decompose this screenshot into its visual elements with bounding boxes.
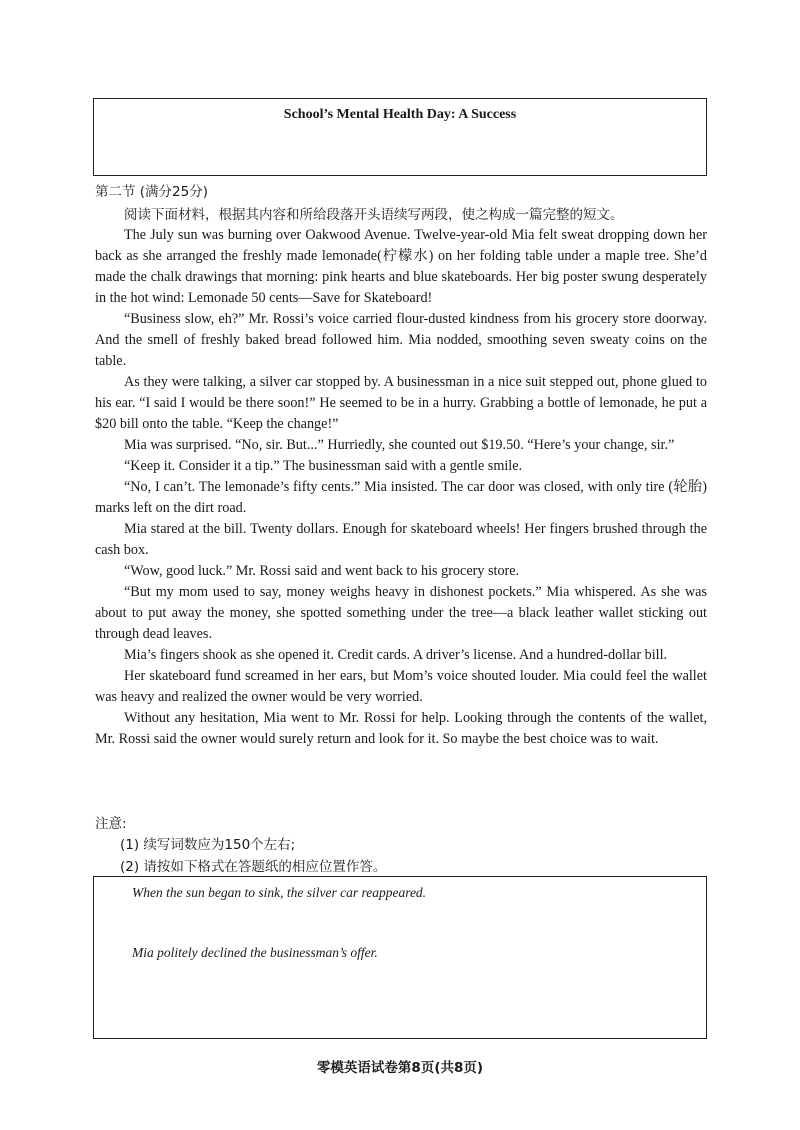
paragraph-opener-2: Mia politely declined the businessman’s offer.: [132, 945, 378, 960]
notes-title: 注意:: [95, 816, 127, 832]
paragraph-opener-1: When the sun began to sink, the silver car reappeared.: [132, 885, 427, 900]
story-paragraph: “Business slow, eh?” Mr. Rossi’s voice carried flour-dusted kindness from his grocery store doorway. And the smell of freshly baked bread followed him. Mia nodded, smoothing seven sweaty coins on the table.: [95, 311, 707, 369]
story-paragraph: “No, I can’t. The lemonade’s fifty cents.” Mia insisted. The car door was closed, with only tire (轮胎) marks left on the dirt road.: [95, 479, 707, 516]
story-paragraph: Without any hesitation, Mia went to Mr. Rossi for help. Looking through the contents of the wallet, Mr. Rossi said the owner would surely return and look for it. So maybe the best choice was to wait.: [95, 710, 707, 747]
previous-answer-box: [93, 98, 707, 176]
essay-title: School’s Mental Health Day: A Success: [283, 107, 517, 122]
story-paragraph: Mia’s fingers shook as she opened it. Credit cards. A driver’s license. And a hundred-dollar bill.: [124, 647, 668, 663]
note-item: (1) 续写词数应为150个左右;: [120, 837, 296, 853]
page-footer: 零模英语试卷第8页(共8页): [316, 1060, 484, 1076]
story-paragraph: As they were talking, a silver car stopped by. A businessman in a nice suit stepped out, phone glued to his ear. “I said I would be there soon!” He seemed to be in a hurry. Grabbing a bottle of lemonade, he put a $20 bill onto the table. “Keep the change!”: [95, 374, 707, 432]
story-passage: [95, 225, 707, 750]
answer-box: [93, 876, 707, 1039]
note-item: (2) 请按如下格式在答题纸的相应位置作答。: [120, 859, 387, 875]
story-paragraph: “But my mom used to say, money weighs heavy in dishonest pockets.” Mia whispered. As she was about to put away the money, she spotted something under the tree—a black leather wallet sticking out through dead leaves.: [95, 584, 707, 642]
story-paragraph: Mia was surprised. “No, sir. But...” Hurriedly, she counted out $19.50. “Here’s your change, sir.”: [124, 437, 675, 453]
story-paragraph: “Wow, good luck.” Mr. Rossi said and went back to his grocery store.: [124, 563, 520, 579]
story-paragraph: Her skateboard fund screamed in her ears, but Mom’s voice shouted louder. Mia could feel the wallet was heavy and realized the owner would be very worried.: [95, 668, 707, 705]
story-paragraph: Mia stared at the bill. Twenty dollars. Enough for skateboard wheels! Her fingers brushed through the cash box.: [95, 521, 707, 558]
story-paragraph: The July sun was burning over Oakwood Avenue. Twelve-year-old Mia felt sweat dropping down her back as she arranged the freshly made lemonade(柠檬水) on her folding table under a maple tree. She’d made the chalk drawings that morning: pink hearts and blue skateboards. Her big poster swung desperately in the hot wind: Lemonade 50 cents—Save for Skateboard!: [95, 227, 707, 306]
section-instruction: 阅读下面材料，根据其内容和所给段落开头语续写两段，使之构成一篇完整的短文。: [124, 207, 624, 223]
section-heading: 第二节 (满分25分): [95, 184, 209, 200]
notes-list: [120, 834, 386, 878]
story-paragraph: “Keep it. Consider it a tip.” The businessman said with a gentle smile.: [124, 458, 523, 474]
